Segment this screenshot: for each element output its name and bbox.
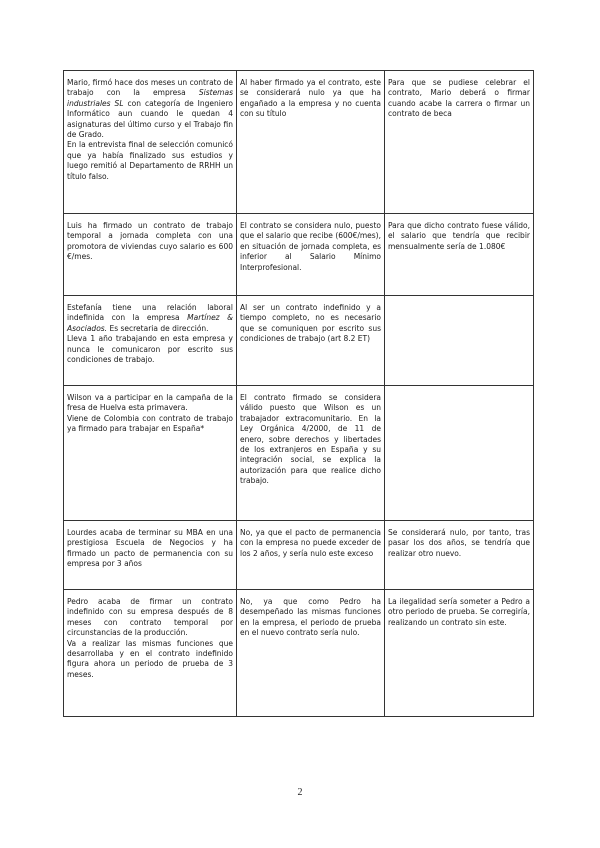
- case-cell: [64, 590, 237, 717]
- consequence-cell: La ilegalidad sería someter a Pedro a otro periodo de prueba. Se corregiría, realizando un contrato sin este.: [385, 590, 534, 717]
- case-paragraph: Luis ha firmado un contrato de trabajo temporal a jornada completa con una promotora de viviendas cuyo salario es 600 €/mes.: [67, 221, 233, 262]
- table-row: [64, 521, 534, 590]
- table-row: [64, 71, 534, 214]
- table-row: [64, 214, 534, 296]
- answer-cell: Al haber firmado ya el contrato, este se considerará nulo ya que ha engañado a la empresa y no cuenta con su título: [237, 71, 385, 214]
- case-paragraph: Viene de Colombia con contrato de trabajo ya firmado para trabajar en España*: [67, 413, 233, 434]
- case-paragraph: Wilson va a participar en la campaña de la fresa de Huelva esta primavera.: [67, 393, 233, 413]
- case-paragraph: Lourdes acaba de terminar su MBA en una prestigiosa Escuela de Negocios y ha firmado un pacto de permanencia con su empresa por 3 años: [67, 528, 233, 569]
- case-paragraph: Pedro acaba de firmar un contrato indefinido con su empresa después de 8 meses con contrato temporal por circunstancias de la producción.: [67, 597, 233, 638]
- case-cell: [64, 521, 237, 590]
- consequence-cell: [385, 296, 534, 386]
- case-paragraph: En la entrevista final de selección comunicó que ya había finalizado sus estudios y luego remitió al Departamento de RRHH un título falso.: [67, 140, 233, 181]
- case-paragraph: Lleva 1 año trabajando en esta empresa y nunca le comunicaron por escrito sus condiciones de trabajo.: [67, 334, 233, 365]
- page-number: 2: [297, 787, 303, 798]
- case-paragraph: Mario, firmó hace dos meses un contrato de trabajo con la empresa Sistemas industriales SL con categoría de Ingeniero Informático aun cuando le quedan 4 asignaturas del último curso y el Trabajo fin de Grado.: [67, 78, 233, 140]
- table-row: [64, 386, 534, 521]
- case-paragraph: Va a realizar las mismas funciones que desarrollaba y en el contrato indefinido figura ahora un periodo de prueba de 3 meses.: [67, 638, 233, 679]
- case-paragraph: Estefanía tiene una relación laboral indefinida con la empresa Martínez & Asociados. Es secretaria de dirección.: [67, 303, 234, 333]
- consequence-cell: Para que se pudiese celebrar el contrato, Mario deberá o firmar cuando acabe la carrera o firmar un contrato de beca: [385, 71, 534, 214]
- consequence-cell: [385, 386, 534, 521]
- answer-cell: El contrato firmado se considera válido puesto que Wilson es un trabajador extracomunitario. En la Ley Orgánica 4/2000, de 11 de enero, sobre derechos y libertades de los extranjeros en España y su integración social, se explica la autorización para que realice dicho trabajo.: [237, 386, 385, 521]
- cases-table: [63, 70, 534, 717]
- answer-cell: No, ya que el pacto de permanencia con la empresa no puede exceder de los 2 años, y sería nulo este exceso: [237, 521, 385, 590]
- table-row: [64, 296, 534, 386]
- case-cell: [64, 71, 237, 214]
- answer-cell: No, ya que como Pedro ha desempeñado las mismas funciones en la empresa, el periodo de prueba en el nuevo contrato sería nulo.: [237, 590, 385, 717]
- case-cell: [64, 386, 237, 521]
- company-name: Sistemas industriales SL: [67, 88, 233, 108]
- table-row: [64, 590, 534, 717]
- answer-cell: El contrato se considera nulo, puesto que el salario que recibe (600€/mes), en situación de jornada completa, es inferior al Salario Mínimo Interprofesional.: [237, 214, 385, 296]
- case-cell: [64, 214, 237, 296]
- company-name: Martínez & Asociados.: [67, 313, 234, 333]
- answer-cell: Al ser un contrato indefinido y a tiempo completo, no es necesario que se comuniquen por escrito sus condiciones de trabajo (art 8.2 ET): [237, 296, 385, 386]
- consequence-cell: Se considerará nulo, por tanto, tras pasar los dos años, se tendría que realizar otro nuevo.: [385, 521, 534, 590]
- consequence-cell: Para que dicho contrato fuese válido, el salario que tendría que recibir mensualmente sería de 1.080€: [385, 214, 534, 296]
- case-cell: [64, 296, 237, 386]
